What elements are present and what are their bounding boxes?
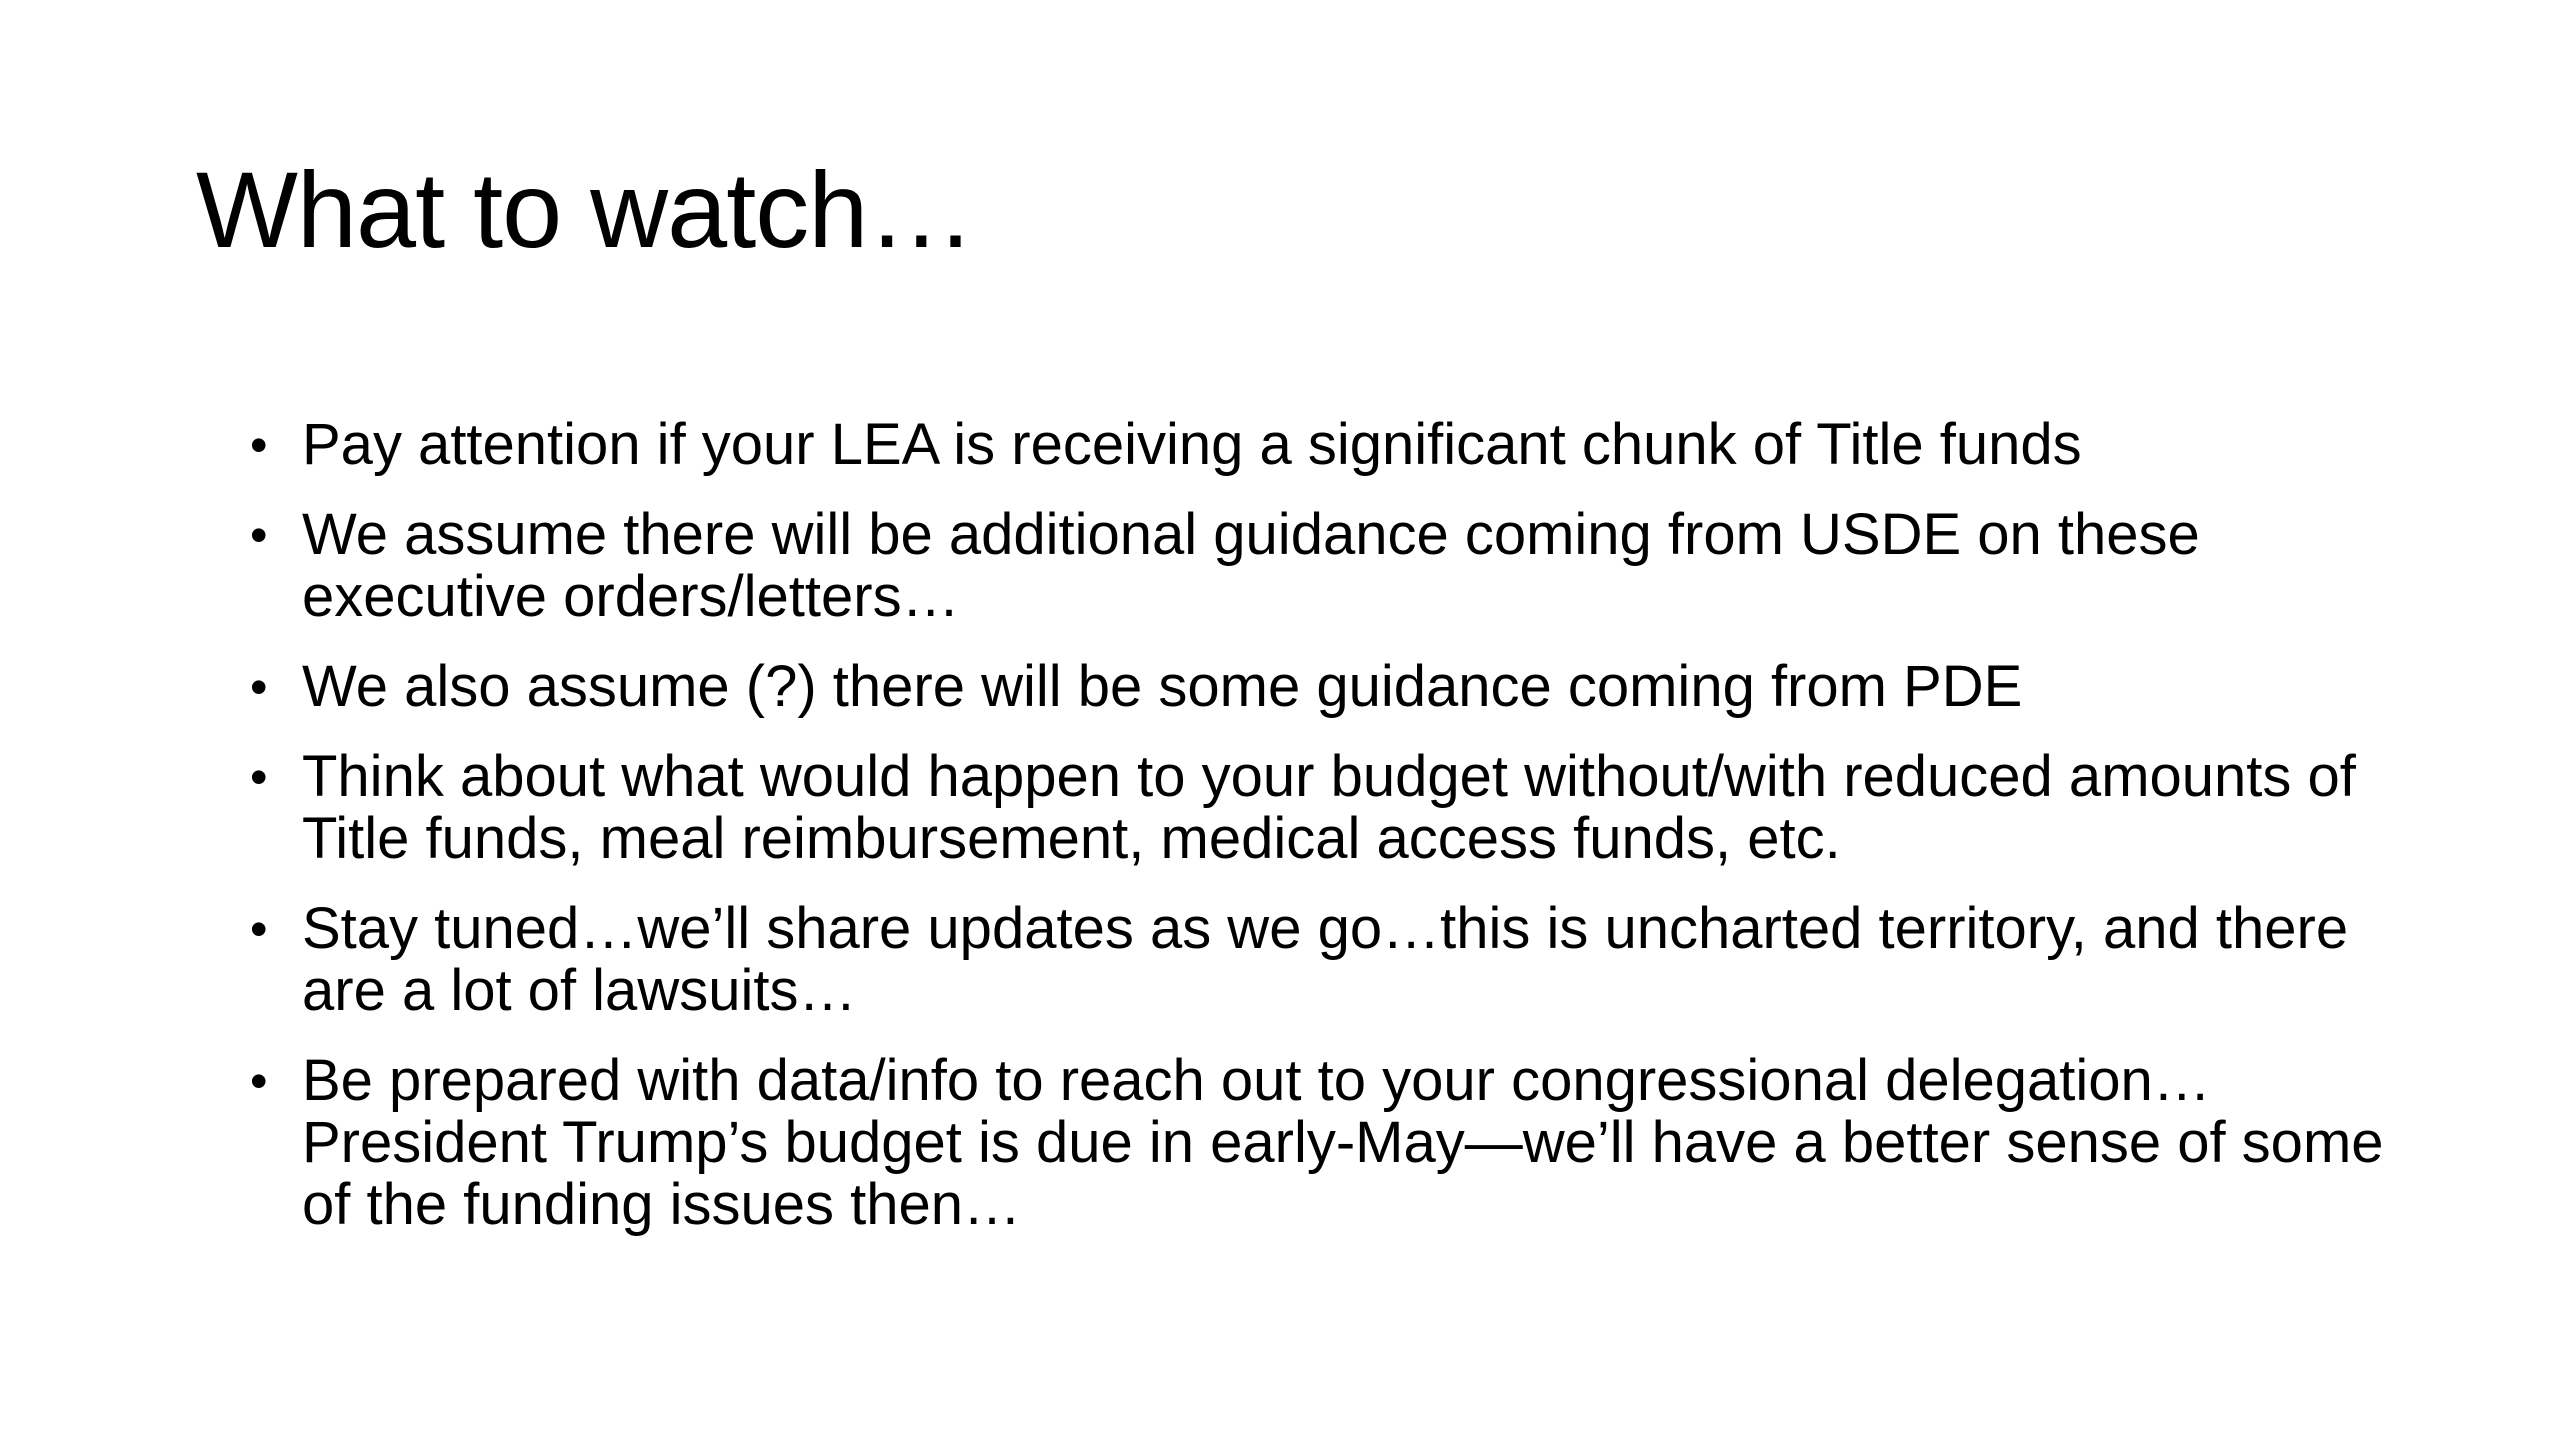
bullet-item-6 xyxy=(250,1050,2400,1236)
bullet-icon: • xyxy=(250,1053,268,1109)
bullet-item-2 xyxy=(250,504,2400,628)
slide-title: What to watch… xyxy=(196,149,975,270)
bullet-item-4 xyxy=(250,746,2400,870)
bullet-text: We also assume (?) there will be some guidance coming from PDE xyxy=(302,654,2023,719)
bullet-item-5 xyxy=(250,898,2400,1022)
bullet-icon: • xyxy=(250,659,268,715)
bullet-text: Think about what would happen to your budget without/with reduced amounts of Title funds, meal reimbursement, medical access funds, etc. xyxy=(302,744,2356,871)
bullet-text: Pay attention if your LEA is receiving a significant chunk of Title funds xyxy=(302,412,2082,477)
bullet-text: We assume there will be additional guidance coming from USDE on these executive orders/letters… xyxy=(302,502,2200,629)
bullet-item-1 xyxy=(250,414,2400,476)
bullet-icon: • xyxy=(250,901,268,957)
bullet-list xyxy=(250,414,2400,1264)
bullet-icon: • xyxy=(250,507,268,563)
bullet-text: Be prepared with data/info to reach out to your congressional delegation…President Trump’s budget is due in early-May—we’ll have a better sense of some of the funding issues then… xyxy=(302,1048,2384,1237)
bullet-icon: • xyxy=(250,749,268,805)
bullet-text: Stay tuned…we’ll share updates as we go…this is uncharted territory, and there are a lot of lawsuits… xyxy=(302,896,2349,1023)
bullet-item-3 xyxy=(250,656,2400,718)
bullet-icon: • xyxy=(250,417,268,473)
